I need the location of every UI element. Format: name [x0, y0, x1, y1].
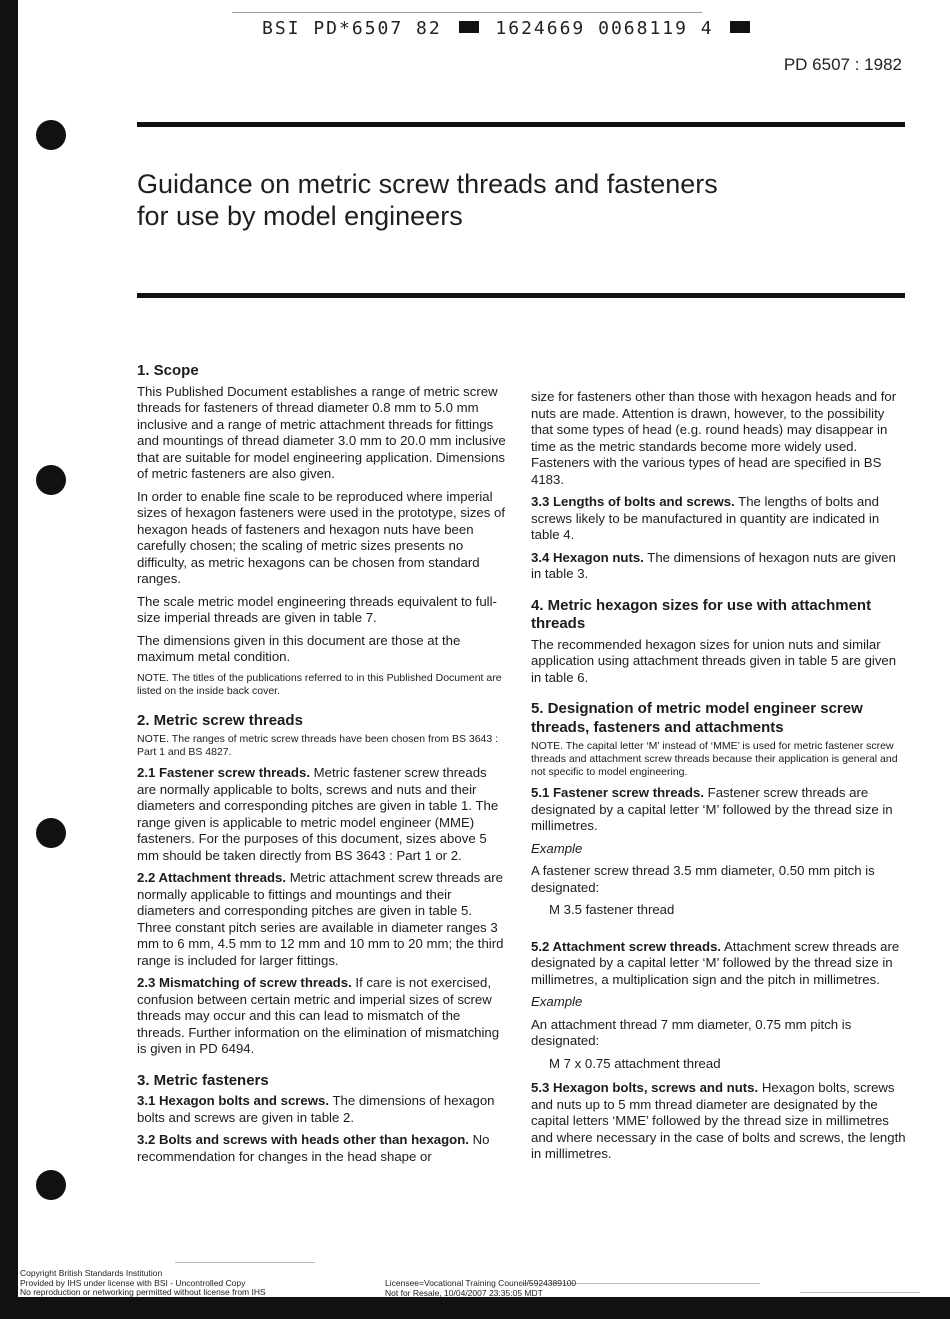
clause-3-4-heading: 3.4 Hexagon nuts.: [531, 549, 644, 565]
punch-hole: [36, 120, 66, 150]
example-text: An attachment thread 7 mm diameter, 0.75 mm pitch is designated:: [531, 1016, 852, 1048]
clause-2-1-text: Metric fastener screw threads are normally applicable to bolts, screws and nuts and their diameters and corresponding pitches are given in table 1. The range given is applicable to metric model engineer (MME) fasteners. For the purposes of this document, sizes above 5 mm should be taken directly from BS 3643 : Part 1 or 2.: [137, 765, 499, 863]
clause-5-3: [531, 1080, 906, 1163]
header-top-line: [232, 12, 702, 13]
punch-hole: [36, 465, 66, 495]
catalogue-code-part2: 1624669 0068119 4: [495, 18, 714, 39]
section-4-heading: 4. Metric hexagon sizes for use with attachment threads: [531, 596, 872, 632]
section-2-note: NOTE. The ranges of metric screw threads have been chosen from BS 3643 : Part 1 and BS 4827.: [137, 733, 499, 758]
black-marker: [730, 21, 750, 33]
black-marker: [459, 21, 479, 33]
page-title: [137, 168, 897, 232]
section-1-paragraph: In order to enable fine scale to be reproduced where imperial sizes of hexagon fasteners were used in the prototype, sizes of hexagon heads of fasteners and hexagon nuts have been carefully chosen; the scaling of metric sizes presents no difficulty, as metric hexagons can be chosen from standard ranges.: [137, 488, 505, 586]
clause-5-1-text: Fastener screw threads are designated by a capital letter ‘M’ followed by the thread size in millimetres.: [531, 785, 893, 833]
clause-2-2-text: Metric attachment screw threads are normally applicable to fittings and mountings and their diameters and corresponding pitches are given in table 5. Three constant pitch series are available in diameter ranges 3 mm to 6 mm, 4.5 mm to 12 mm and 10 mm to 20 mm; the third range is included for larger fittings.: [137, 870, 504, 968]
scan-speck: [175, 1262, 315, 1263]
section-5-note: NOTE. The capital letter ‘M’ instead of ‘MME’ is used for metric fastener screw threads and attachment screw threads because their application is general and not specific to model engineering.: [531, 740, 898, 778]
punch-hole: [36, 1170, 66, 1200]
section-3-heading: 3. Metric fasteners: [137, 1071, 269, 1089]
clause-2-3-heading: 2.3 Mismatching of screw threads.: [137, 975, 352, 990]
clause-3-1-heading: 3.1 Hexagon bolts and screws.: [137, 1093, 330, 1108]
title-line-1: Guidance on metric screw threads and fasteners: [137, 169, 718, 199]
clause-3-1: [137, 1093, 507, 1126]
clause-2-1: [137, 765, 507, 864]
clause-5-2-heading: 5.2 Attachment screw threads.: [531, 938, 722, 954]
clause-3-2-text: No recommendation for changes in the head shape or: [137, 1132, 490, 1164]
bottom-title-rule: [137, 293, 905, 298]
title-line-2: for use by model engineers: [137, 201, 463, 231]
punch-hole: [36, 818, 66, 848]
example-designation: M 3.5 fastener thread: [549, 902, 675, 917]
scan-left-border: [0, 0, 18, 1319]
copyright-footer: [20, 1269, 266, 1298]
right-column: [531, 389, 906, 1169]
clause-5-3-text: Hexagon bolts, screws and nuts up to 5 mm thread diameter are designated by the capital letters ‘MME’ followed by the thread size in millimetres and where necessary in the case of bolts and screws, the length in millimetres.: [531, 1080, 906, 1161]
catalogue-code: [262, 18, 754, 39]
clause-3-1-text: The dimensions of hexagon bolts and screws are given in table 2.: [137, 1093, 495, 1125]
section-1-paragraph: This Published Document establishes a range of metric screw threads for fasteners of thread diameter 0.8 mm to 5.0 mm inclusive and a range of metric attachment threads for fittings and mountings of thread diameter 3.0 mm to 20.0 mm inclusive that are suitable for model engineering application. Dimensions of metric fasteners are also given.: [137, 383, 506, 481]
clause-5-1-heading: 5.1 Fastener screw threads.: [531, 785, 704, 800]
example-text: A fastener screw thread 3.5 mm diameter, 0.50 mm pitch is designated:: [531, 863, 875, 895]
left-column: [137, 362, 507, 1171]
scan-speck: [800, 1292, 920, 1293]
clause-2-1-heading: 2.1 Fastener screw threads.: [137, 765, 310, 780]
clause-3-2-continued: size for fasteners other than those with hexagon heads and for nuts are made. Attention is drawn, however, to the possibility that some types of head (e.g. round heads) may disappear in time as the metric standards become more widely used. Fasteners with the various types of head are specified in BS 4183.: [531, 389, 897, 487]
example-designation: M 7 x 0.75 attachment thread: [549, 1055, 721, 1071]
footer-line: Not for Resale, 10/04/2007 23:35:05 MDT: [385, 1287, 543, 1298]
example-label: Example: [531, 994, 583, 1009]
clause-3-3-heading: 3.3 Lengths of bolts and screws.: [531, 494, 735, 509]
footer-line: Licensee=Vocational Training Council/5924389100: [385, 1278, 577, 1288]
footer-line: Copyright British Standards Institution: [20, 1268, 163, 1278]
footer-line: Provided by IHS under license with BSI - Uncontrolled Copy: [20, 1277, 246, 1288]
clause-2-2-heading: 2.2 Attachment threads.: [137, 870, 287, 885]
scan-bottom-border: [0, 1297, 950, 1319]
clause-3-4-text: The dimensions of hexagon nuts are given in table 3.: [531, 549, 896, 581]
clause-2-3-text: If care is not exercised, confusion between certain metric and imperial sizes of screw threads may occur and this can lead to mismatch of the threads. Further information on the elimination of mismatching is given in PD 6494.: [137, 975, 500, 1056]
section-1-note: NOTE. The titles of the publications referred to in this Published Document are listed on the inside back cover.: [137, 671, 502, 697]
section-1-heading: 1. Scope: [137, 362, 199, 379]
clause-3-2-heading: 3.2 Bolts and screws with heads other than hexagon.: [137, 1132, 469, 1147]
clause-5-1: [531, 785, 906, 835]
section-1-paragraph: The dimensions given in this document are those at the maximum metal condition.: [137, 632, 461, 664]
clause-5-3-heading: 5.3 Hexagon bolts, screws and nuts.: [531, 1080, 759, 1095]
section-4-paragraph: The recommended hexagon sizes for union nuts and similar application using attachment threads given in table 5 are given in table 6.: [531, 636, 897, 685]
section-5-heading: 5. Designation of metric model engineer screw threads, fasteners and attachments: [531, 700, 863, 736]
section-1-paragraph: The scale metric model engineering threads equivalent to full-size imperial threads are given in table 7.: [137, 593, 497, 625]
clause-2-3: [137, 975, 507, 1058]
catalogue-code-part1: BSI PD*6507 82: [262, 18, 442, 39]
clause-3-3: [531, 494, 906, 544]
clause-3-3-text: The lengths of bolts and screws likely to be manufactured in quantity are indicated in table 4.: [531, 494, 880, 542]
document-number: PD 6507 : 1982: [783, 55, 902, 74]
clause-3-2: [137, 1132, 507, 1165]
example-label: Example: [531, 840, 583, 856]
section-2-heading: 2. Metric screw threads: [137, 711, 303, 729]
licensee-footer: [385, 1279, 576, 1298]
clause-5-2: [531, 939, 906, 989]
clause-5-2-text: Attachment screw threads are designated by a capital letter ‘M’ followed by the thread size in millimetres, a multiplication sign and the pitch in millimetres.: [531, 938, 900, 987]
clause-2-2: [137, 870, 507, 969]
clause-3-4: [531, 550, 906, 583]
top-rule: [137, 122, 905, 127]
footer-line: No reproduction or networking permitted without license from IHS: [20, 1287, 266, 1297]
